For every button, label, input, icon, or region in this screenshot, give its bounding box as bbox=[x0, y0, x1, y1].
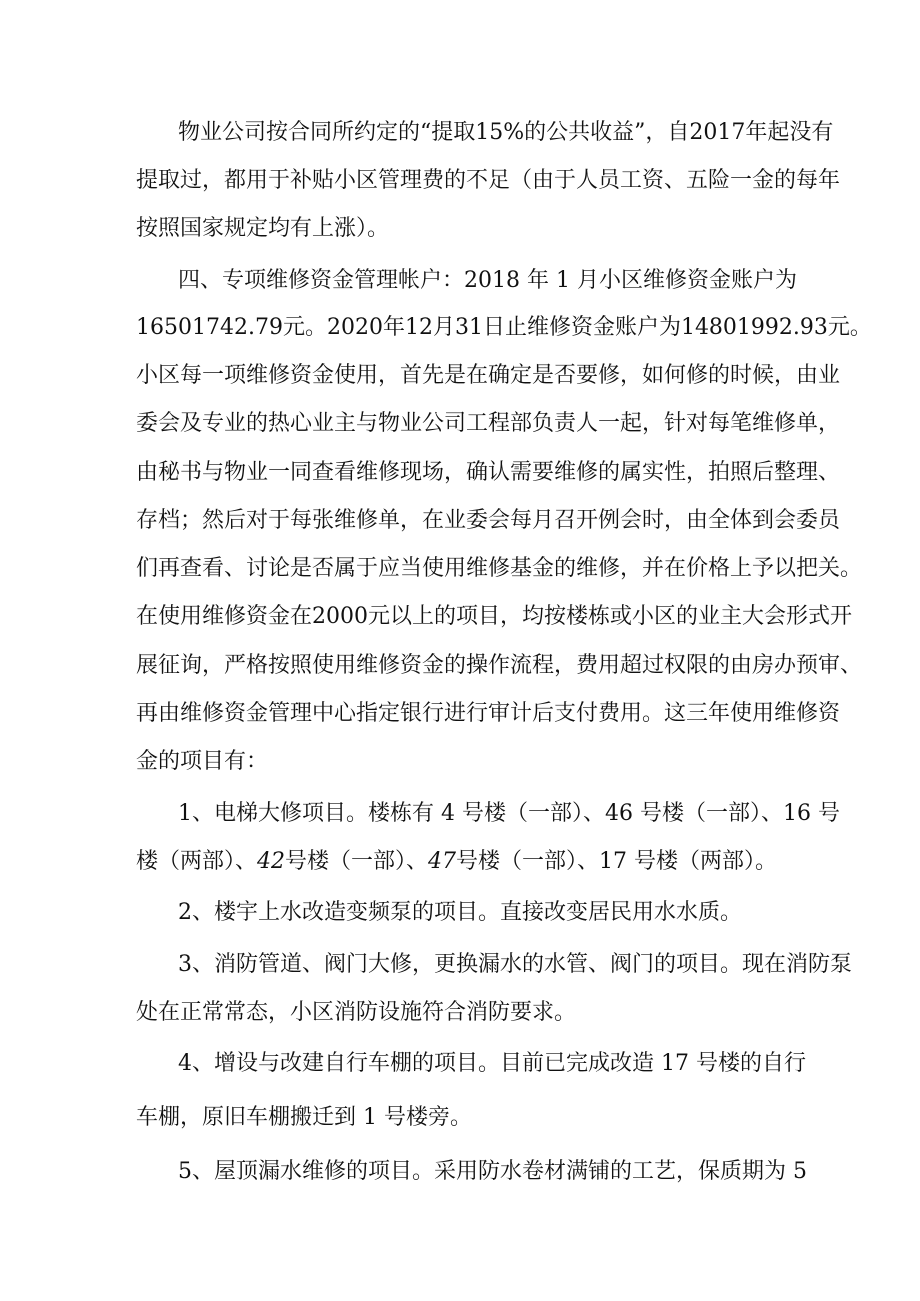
text-line: 再由维修资金管理中心指定银行进行审计后支付费用。这三年使用维修资 bbox=[136, 701, 841, 726]
text-line: 们再查看、讨论是否属于应当使用维修基金的维修，并在价格上予以把关。 bbox=[136, 556, 863, 581]
text-line: 存档；然后对于每张维修单，在业委会每月召开例会时，由全体到会委员 bbox=[136, 508, 841, 533]
text-line: 4、增设与改建自行车棚的项目。目前已完成改造 17 号楼的自行 bbox=[178, 1051, 806, 1076]
text-line bbox=[136, 847, 777, 877]
text-line: 在使用维修资金在2000元以上的项目，均按楼栋或小区的业主大会形式开 bbox=[136, 604, 852, 629]
text-line: 物业公司按合同所约定的“提取15%的公共收益”，自2017年起没有 bbox=[178, 120, 834, 145]
text-segment: 楼（两部）、 bbox=[136, 849, 258, 874]
text-line: 3、消防管道、阀门大修，更换漏水的水管、阀门的项目。现在消防泵 bbox=[178, 952, 852, 977]
building-number: 47 bbox=[428, 849, 457, 874]
building-number: 42 bbox=[257, 849, 286, 874]
text-line: 车棚，原旧车棚搬迁到 1 号楼旁。 bbox=[136, 1105, 472, 1130]
text-line: 5、屋顶漏水维修的项目。采用防水卷材满铺的工艺，保质期为 5 bbox=[178, 1159, 807, 1184]
text-line: 处在正常常态，小区消防设施符合消防要求。 bbox=[136, 1000, 577, 1025]
text-segment: 号楼（一部）、 bbox=[285, 849, 429, 874]
text-line: 提取过，都用于补贴小区管理费的不足（由于人员工资、五险一金的每年 bbox=[136, 168, 841, 193]
text-line: 16501742.79元。2020年12月31日止维修资金账户为14801992.93元。 bbox=[136, 315, 872, 340]
text-line: 1、电梯大修项目。楼栋有 4 号楼（一部）、46 号楼（一部）、16 号 bbox=[178, 801, 840, 826]
text-line: 金的项目有： bbox=[136, 749, 269, 774]
text-line: 四、专项维修资金管理帐户：2018 年 1 月小区维修资金账户为 bbox=[178, 268, 797, 293]
text-line: 2、楼宇上水改造变频泵的项目。直接改变居民用水水质。 bbox=[178, 900, 742, 925]
text-line: 小区每一项维修资金使用，首先是在确定是否要修，如何修的时候，由业 bbox=[136, 363, 841, 388]
text-segment: 号楼（一部）、17 号楼（两部）。 bbox=[456, 849, 778, 874]
text-line: 由秘书与物业一同查看维修现场，确认需要维修的属实性，拍照后整理、 bbox=[136, 460, 841, 485]
text-line: 按照国家规定均有上涨）。 bbox=[136, 216, 390, 241]
text-line: 展征询，严格按照使用维修资金的操作流程，费用超过权限的由房办预审、 bbox=[136, 653, 863, 678]
text-line: 委会及专业的热心业主与物业公司工程部负责人一起，针对每笔维修单， bbox=[136, 411, 841, 436]
